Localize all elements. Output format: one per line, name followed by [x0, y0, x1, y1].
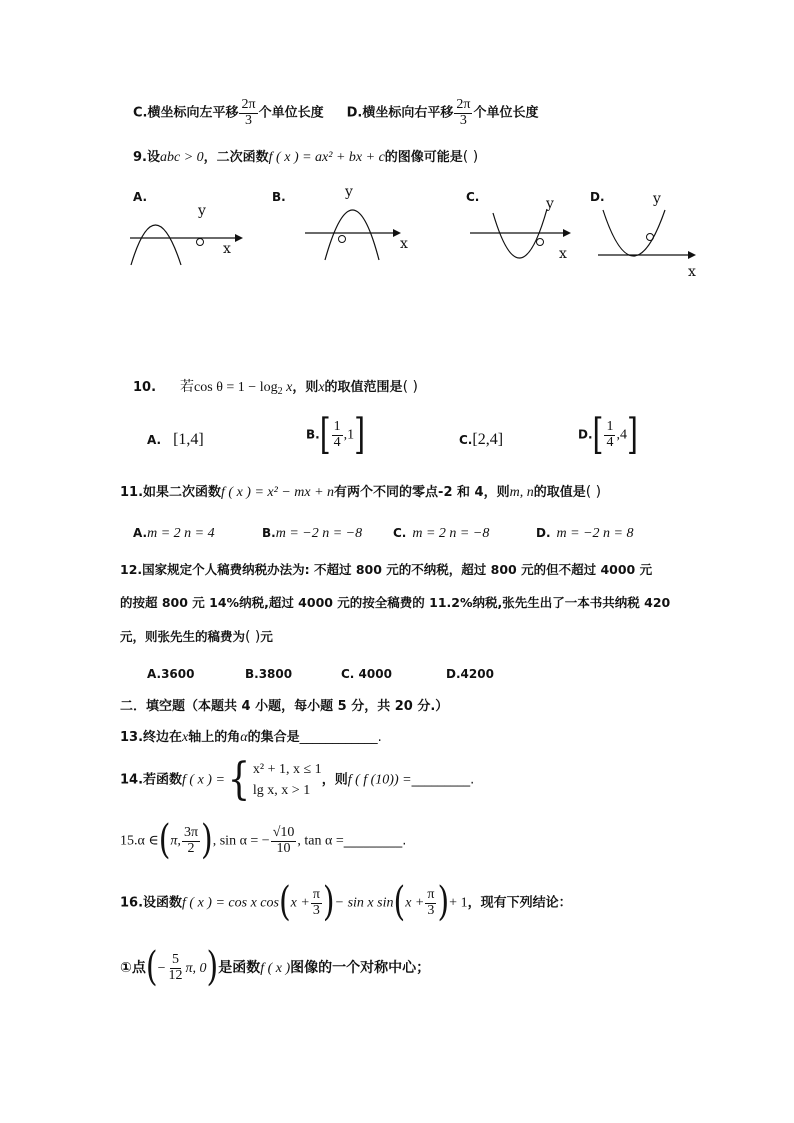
q11-option-a-label: A. [133, 526, 148, 540]
q10-tail-a: ，则 [292, 380, 319, 395]
q10-option-a [147, 431, 204, 449]
q15-tan-part: , tan α = [297, 833, 344, 849]
q8-opt-d-suffix: 个单位长度 [473, 105, 539, 121]
q10-option-d-fraction [604, 420, 615, 450]
q11-option-d-label: D. [536, 526, 551, 540]
q14-lead: 14.若函数 [120, 772, 183, 788]
q16-pi-den-2: 3 [427, 902, 435, 918]
q16-func-a: f ( x ) = cos x cos [182, 895, 279, 911]
q10-option-d-den: 4 [606, 434, 614, 450]
q12-option-d: D.4200 [446, 667, 494, 681]
q16-lead: 16.设函数 [120, 895, 183, 911]
q9-lead: 9.设 [133, 150, 160, 165]
q13-stem [120, 731, 382, 745]
q9-option-a-label: A. [133, 190, 148, 204]
q15-sqrt-num: √10 [272, 825, 295, 840]
q11-option-a [133, 526, 215, 542]
q15-sqrt-den: 10 [276, 840, 291, 856]
q10-option-b-lbracket: [ [319, 409, 331, 460]
q10-lead: 若 [180, 379, 195, 395]
q10-option-b-fraction [332, 420, 343, 450]
q10-option-b [306, 409, 366, 460]
conclusion-1-neg: − [157, 961, 166, 977]
q16-plus-one: + 1 [449, 895, 468, 911]
q10-option-c-label: C. [459, 433, 473, 447]
q12-line-3a: 元，则张先生的稿费为 [120, 629, 246, 644]
q8-options-cd [133, 98, 538, 128]
q10-option-b-rest: ,1 [343, 427, 355, 443]
q11-option-b-value: m = −2 n = −8 [275, 526, 363, 541]
conclusion-1-rest: π, 0 [185, 961, 207, 977]
q8-opt-c-suffix: 个单位长度 [258, 105, 324, 121]
q16-tail: ，现有下列结论： [467, 895, 572, 911]
q16-fraction-1 [311, 888, 322, 918]
q15-sqrt-fraction [271, 826, 297, 856]
q11-function: f ( x ) = x² − mx + n [221, 485, 335, 500]
q10-option-c-value: [2,4] [472, 431, 504, 448]
q12-option-b: B.3800 [245, 667, 293, 681]
q9-function: f ( x ) = ax² + bx + c [268, 150, 385, 165]
q9-answer-paren: ( ) [462, 149, 479, 165]
conclusion-1-lparen: ( [145, 943, 158, 992]
q8-opt-d-prefix: D.横坐标向右平移 [346, 105, 454, 121]
q12-option-a: A.3600 [147, 667, 195, 681]
q15-fraction [182, 826, 200, 856]
conclusion-1-mark: ①点 [120, 960, 146, 977]
q10-option-d-lbracket: [ [592, 409, 604, 460]
q12-line-3 [120, 630, 273, 644]
q14-answer-blank: _________. [411, 772, 475, 788]
q15-stem [120, 816, 407, 865]
q11-option-c-label: C. [393, 526, 407, 540]
q9-graph-d [595, 190, 705, 285]
q16-rparen-1: ) [322, 878, 335, 927]
q9-graph-b [305, 185, 415, 265]
q8-opt-c-den: 3 [245, 112, 253, 128]
conclusion-1-tail: 图像的一个对称中心； [290, 960, 431, 977]
q14-function: f ( x ) = [182, 772, 225, 788]
q10-expr-x: x [282, 380, 293, 395]
q11-stem [120, 485, 601, 500]
q10-option-a-label: A. [147, 433, 162, 447]
q16-minus: − sin x sin [334, 895, 394, 911]
q10-num: 10. [133, 380, 157, 395]
q15-lparen: ( [158, 816, 171, 865]
q14-ask: f ( f (10)) = [347, 772, 412, 788]
conclusion-1-func: f ( x ) [260, 961, 291, 977]
q11-option-c-value: m = 2 n = −8 [412, 526, 490, 541]
q10-answer-paren: ( ) [402, 379, 418, 395]
q9-tail: 的图像可能是 [384, 150, 463, 165]
q8-opt-d-den: 3 [459, 112, 467, 128]
q11-vars: m, n [509, 485, 534, 500]
q15-pi: π, [170, 833, 181, 849]
q9-option-c-label: C. [466, 190, 480, 204]
q14-stem [120, 754, 475, 805]
q8-opt-d-fraction [454, 98, 472, 128]
q12-line-3b: 元 [260, 629, 273, 644]
q16-rparen-2: ) [437, 878, 450, 927]
q15-lead: 15.α ∈ [120, 833, 159, 849]
conclusion-1-mid: 是函数 [218, 960, 261, 977]
q11-answer-paren: ( ) [585, 484, 602, 500]
q14-cases [253, 759, 322, 801]
q9-stem [133, 150, 478, 165]
q15-den: 2 [187, 840, 195, 856]
q12-option-c: C. 4000 [341, 667, 392, 681]
conclusion-1-rparen: ) [206, 943, 219, 992]
q13-alpha: α [240, 730, 248, 745]
q11-mid: 有两个不同的零点-2 和 4，则 [334, 485, 510, 500]
q9-graph-a-y-label: y [198, 203, 206, 219]
q11-option-b-label: B. [262, 526, 276, 540]
q9-graph-c-y-label: y [546, 196, 554, 212]
q10-option-d-rest: ,4 [616, 427, 627, 443]
q12-answer-paren: ( ) [245, 629, 261, 645]
q14-case-2: lg x, x > 1 [252, 783, 311, 798]
q8-opt-d-num: 2π [456, 97, 471, 112]
q10-option-b-rbracket: ] [354, 409, 366, 460]
q8-opt-c-prefix: C.横坐标向左平移 [133, 105, 239, 121]
q11-lead: 11.如果二次函数 [120, 485, 222, 500]
q10-option-d-num: 1 [606, 419, 614, 434]
q9-condition: abc > 0 [159, 150, 204, 165]
q16-pi-num-2: π [427, 887, 435, 902]
conclusion-1-den: 12 [168, 967, 183, 983]
q16-pi-num-1: π [312, 887, 320, 902]
q14-case-1: x² + 1, x ≤ 1 [252, 762, 322, 777]
q9-graph-d-x-label: x [688, 264, 696, 280]
q9-graph-a-x-label: x [223, 241, 231, 257]
q8-opt-c-num: 2π [241, 97, 256, 112]
q9-graph-b-x-label: x [400, 236, 408, 252]
q14-brace: { [227, 754, 251, 805]
q15-num: 3π [183, 825, 199, 840]
section-2-heading: 二．填空题（本题共 4 小题，每小题 5 分，共 20 分.） [120, 699, 449, 714]
q10-option-c [459, 431, 503, 449]
q9-graph-a [125, 195, 245, 275]
q16-lparen-1: ( [278, 878, 291, 927]
q10-option-d-label: D. [578, 427, 593, 442]
q13-lead: 13.终边在 [120, 730, 183, 745]
q16-x-1: x + [290, 895, 310, 911]
q12-line-2: 的按超 800 元 14%纳税,超过 4000 元的按全稿费的 11.2%纳税,张先生出了一本书共纳税 420 [120, 595, 671, 610]
q10-option-d [578, 409, 638, 460]
q16-stem [120, 878, 572, 927]
q10-var: x [318, 380, 325, 395]
conclusion-1-num: 5 [171, 952, 179, 967]
q13-mid: 轴上的角 [188, 730, 241, 745]
q9-option-d-label: D. [590, 190, 605, 204]
q12-line-1: 12.国家规定个人稿费纳税办法为: 不超过 800 元的不纳税，超过 800 元的但不超过 4000 元 [120, 562, 653, 577]
q10-option-b-label: B. [306, 427, 320, 442]
q16-fraction-2 [425, 888, 436, 918]
q11-option-d-value: m = −2 n = 8 [556, 526, 634, 541]
q10-stem [133, 380, 418, 397]
q9-mid: ，二次函数 [203, 150, 269, 165]
q8-opt-c-fraction [239, 98, 257, 128]
q13-tail: 的集合是 [247, 730, 300, 745]
q10-tail-b: 的取值范围是 [324, 380, 403, 395]
q9-graph-c-x-label: x [559, 246, 567, 262]
conclusion-1 [120, 943, 431, 992]
q9-graph-d-y-label: y [653, 191, 661, 207]
q9-option-b-label: B. [272, 190, 286, 204]
q10-option-a-value: [1,4] [173, 431, 204, 448]
q10-option-b-den: 4 [333, 434, 341, 450]
q10-log-base: 2 [277, 386, 283, 397]
q9-graph-b-y-label: y [345, 184, 353, 200]
q15-sin-part: , sin α = − [212, 833, 270, 849]
q11-option-d [536, 526, 633, 542]
q16-lparen-2: ( [393, 878, 406, 927]
conclusion-1-fraction [166, 953, 184, 983]
q10-expr: cos θ = 1 − log [194, 380, 278, 395]
q11-option-a-value: m = 2 n = 4 [147, 526, 215, 541]
q14-mid: ，则 [321, 772, 348, 788]
q11-option-c [393, 526, 489, 542]
q10-option-d-rbracket: ] [626, 409, 638, 460]
q13-var: x [182, 730, 189, 745]
q16-x-2: x + [405, 895, 425, 911]
q11-option-b [262, 526, 362, 542]
q11-tail: 的取值是 [533, 485, 586, 500]
q10-option-b-num: 1 [333, 419, 341, 434]
q9-graph-c [465, 195, 580, 275]
q16-pi-den-1: 3 [312, 902, 320, 918]
q15-rparen: ) [201, 816, 213, 865]
q15-answer-blank: _________. [343, 833, 407, 849]
q13-answer-blank: ____________. [299, 730, 382, 745]
